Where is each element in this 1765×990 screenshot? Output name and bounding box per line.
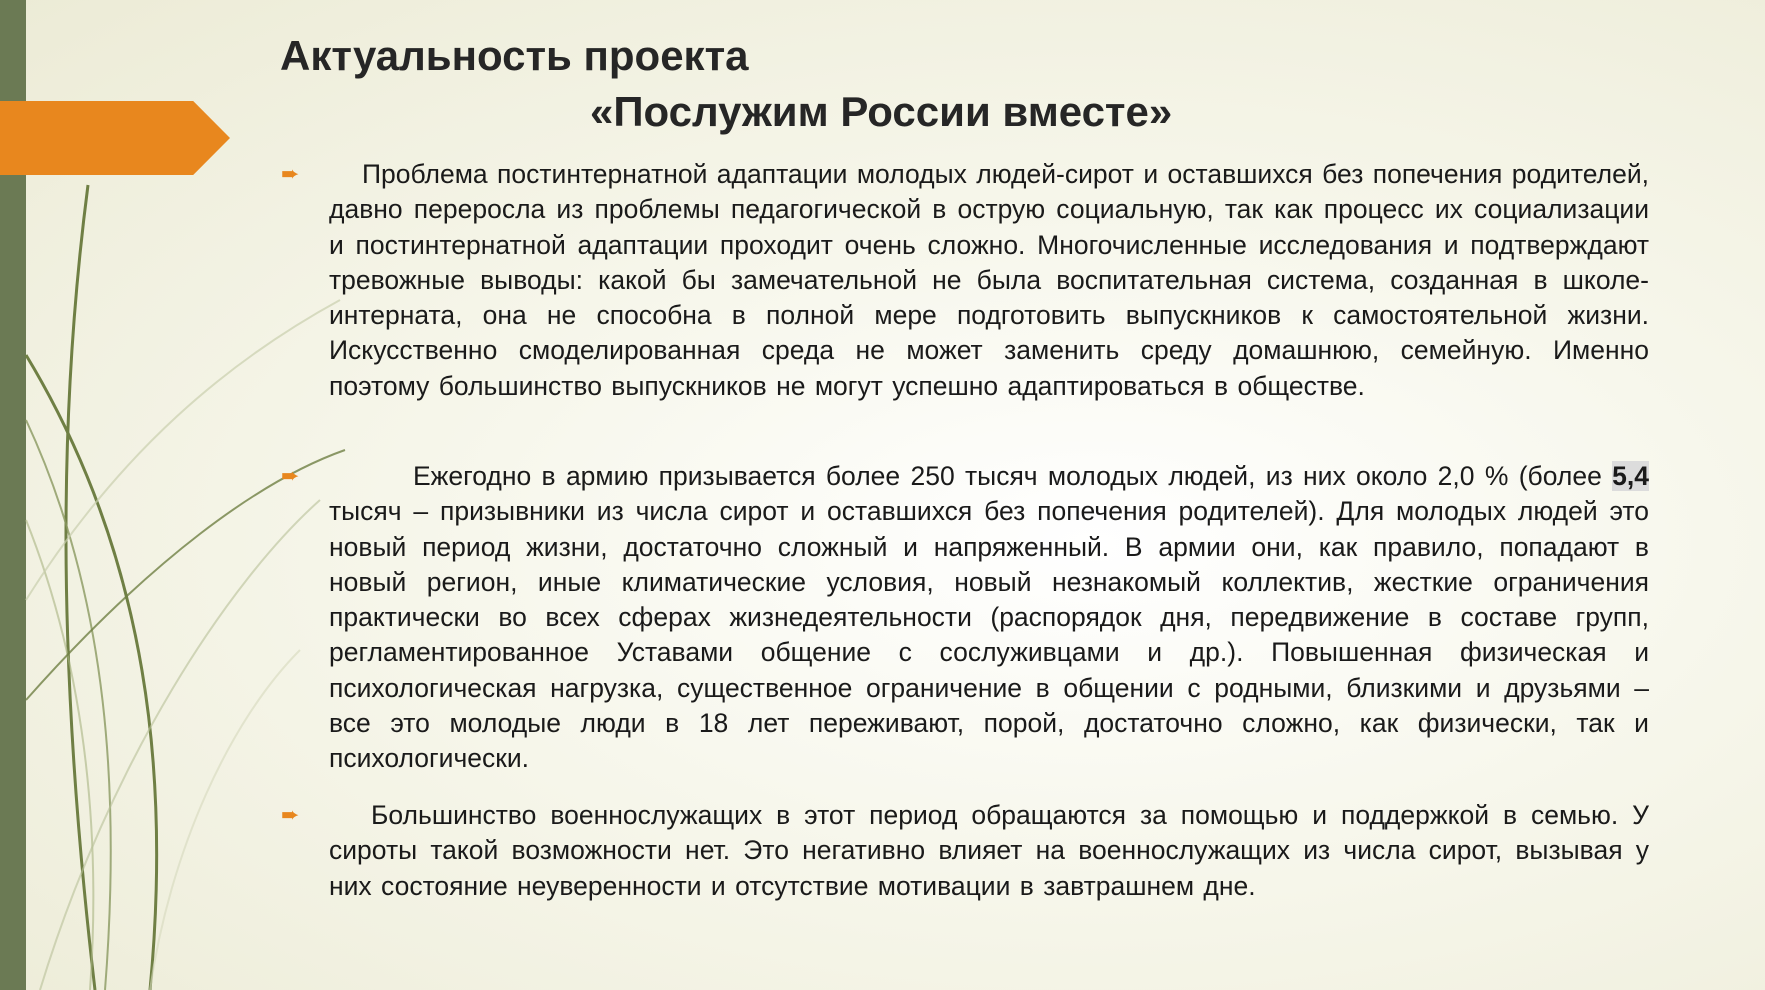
- highlighted-number: 5,4: [1612, 461, 1649, 491]
- paragraph-3-text: Большинство военнослужащих в этот период обращаются за помощью и поддержкой в семью. У сироты такой возможности нет. Это негативно влияет на военнослужащих из числа сирот, вызывая у них состояние неуверенности и отсутствие мотивации в завтрашнем дне.: [329, 800, 1649, 901]
- paragraph-2: [329, 459, 1649, 777]
- paragraph-3: [329, 798, 1649, 904]
- title-accent-arrow: [0, 101, 230, 175]
- paragraph-2-text-before: Ежегодно в армию призывается более 250 тысяч молодых людей, из них около 2,0 % (более: [413, 461, 1613, 491]
- arrow-bullet-icon: ➨: [281, 161, 300, 186]
- title-line-1: Актуальность проекта: [280, 32, 749, 79]
- arrow-bullet-icon: ➨: [281, 463, 300, 488]
- slide-title: [280, 28, 1580, 140]
- paragraph-1: [329, 157, 1649, 404]
- arrow-bullet-icon: ➨: [281, 802, 300, 827]
- paragraph-1-text: Проблема постинтернатной адаптации молодых людей-сирот и оставшихся без попечения родителей, давно переросла из проблемы педагогической в острую социальную, так как процесс их социализации и постинтернатной адаптации проходит очень сложно. Многочисленные исследования и подтверждают тревожные выводы: какой бы замечательной не была воспитательная система, созданная в школе-интерната, она не способна в полной мере подготовить выпускников к самостоятельной жизни. Искусственно смоделированная среда не может заменить среду домашнюю, семейную. Именно поэтому большинство выпускников не могут успешно адаптироваться в обществе.: [329, 159, 1649, 401]
- paragraph-2-text-after: тысяч – призывники из числа сирот и оставшихся без попечения родителей). Для молодых людей это новый период жизни, достаточно сложный и напряженный. В армии они, как правило, попадают в новый регион, иные климатические условия, новый незнакомый коллектив, жесткие ограничения практически во всех сферах жизнедеятельности (распорядок дня, передвижение в составе групп, регламентированное Уставами общение с сослуживцами и др.). Повышенная физическая и психологическая нагрузка, существенное ограничение в общении с родными, близкими и друзьями – все это молодые люди в 18 лет переживают, порой, достаточно сложно, как физически, так и психологически.: [329, 496, 1649, 774]
- title-line-2: «Послужим России вместе»: [590, 88, 1173, 135]
